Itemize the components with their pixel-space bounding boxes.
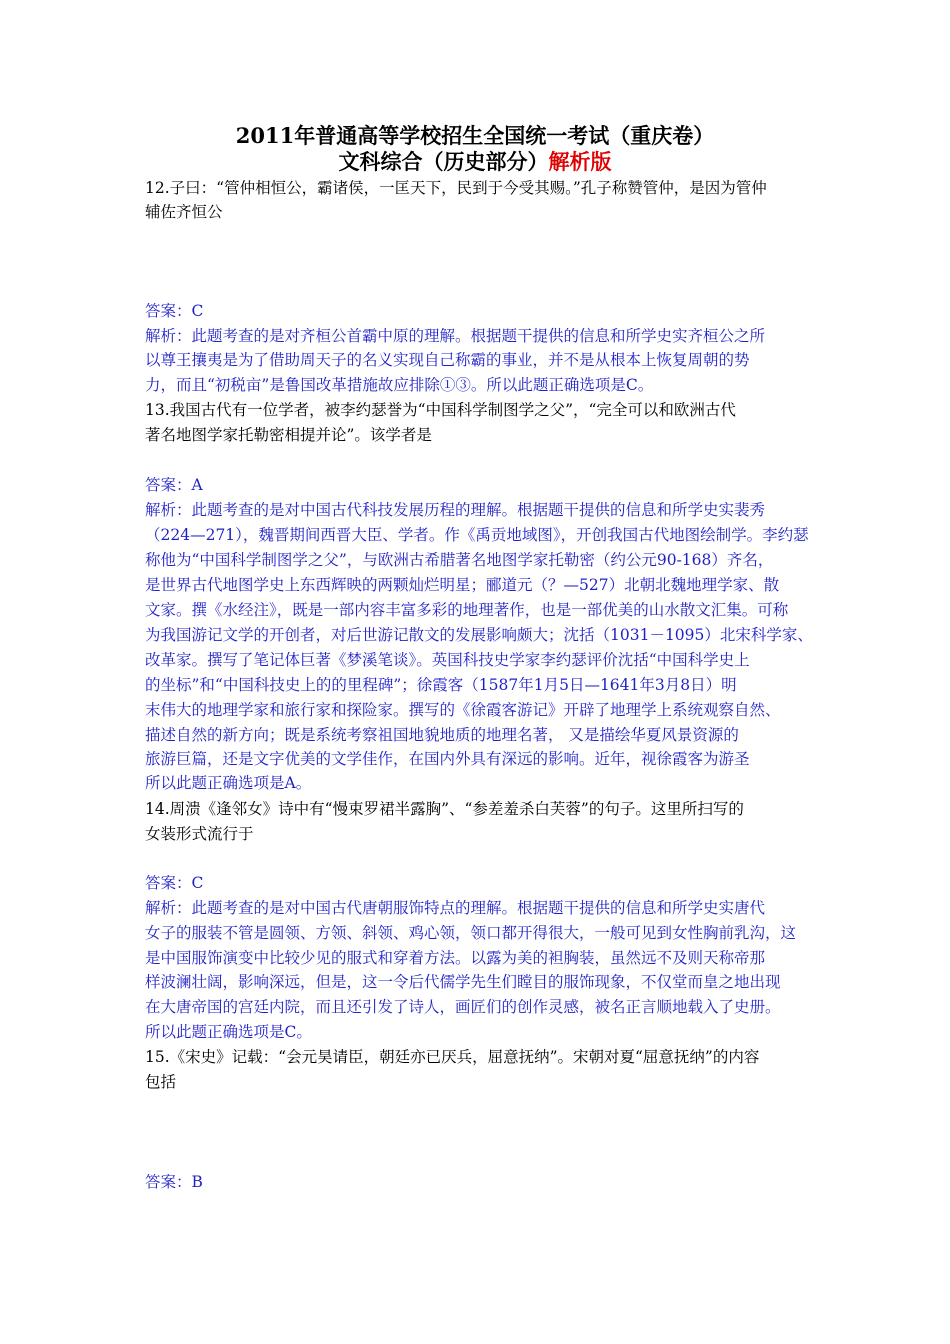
q13-analysis-line5: 文家。撰《水经注》，既是一部内容丰富多彩的地理著作，也是一部优美的山水散文汇集。可称: [145, 601, 789, 619]
q12-stem-line2: 辅佐齐恒公: [145, 203, 223, 221]
document-title-line2: [0, 149, 950, 175]
q13-analysis-line10: 描述自然的新方向；既是系统考察祖国地貌地质的地理名著， 又是描绘华夏风景资源的: [145, 726, 739, 744]
q13-analysis-line9: 末伟大的地理学家和旅行家和探险家。撰写的《徐霞客游记》开辟了地理学上系统观察自然、: [145, 701, 781, 719]
q13-analysis-line1: 解析：此题考查的是对中国古代科技发展历程的理解。根据题干提供的信息和所学史实裴秀: [145, 501, 766, 519]
q13-stem-line2: 著名地图学家托勒密相提并论”。该学者是: [145, 426, 432, 444]
q14-analysis-line2: 女子的服装不管是圆领、方领、斜领、鸡心领，领口都开得很大，一般可见到女性胸前乳沟，这: [145, 924, 797, 942]
q15-answer: 答案：B: [145, 1173, 203, 1191]
q13-analysis-line2: （224—271），魏晋期间西晋大臣、学者。作《禹贡地域图》，开创我国古代地图绘制学。李约瑟: [145, 526, 809, 544]
q13-stem-line1: 13.我国古代有一位学者，被李约瑟誉为“中国科学制图学之父”，“完全可以和欧洲古代: [145, 401, 736, 419]
q12-answer: 答案：C: [145, 302, 204, 320]
q13-analysis-line12: 所以此题正确选项是A。: [145, 774, 312, 792]
q13-answer: 答案：A: [145, 476, 203, 494]
q14-analysis-line6: 所以此题正确选项是C。: [145, 1023, 312, 1041]
q13-analysis-line3: 称他为“中国科学制图学之父”，与欧洲古希腊著名地图学家托勒密（约公元90-168）齐名，: [145, 551, 774, 569]
q14-stem-line2: 女装形式流行于: [145, 825, 254, 843]
q14-stem-line1: 14.周溃《逢邻女》诗中有“慢束罗裙半露胸”、“参差羞杀白芙蓉”的句子。这里所扫写的: [145, 800, 744, 818]
q13-analysis-line6: 为我国游记文学的开创者，对后世游记散文的发展影响颇大；沈括（1031－1095）北宋科学家、: [145, 626, 813, 644]
q12-stem-line1: 12.子曰：“管仲相恒公，霸诸侯，一匡天下，民到于今受其赐。”孔子称赞管仲，是因为管仲: [145, 179, 767, 197]
title-main: 文科综合（历史部分）: [338, 149, 549, 174]
q12-analysis-line3: 力，而且“初税亩”是鲁国改革措施故应排除①③。所以此题正确选项是C。: [145, 376, 654, 394]
q13-analysis-line7: 改革家。撰写了笔记体巨著《梦溪笔谈》。英国科技史学家李约瑟评价沈括“中国科学史上: [145, 651, 750, 669]
q14-analysis-line4: 样波澜壮阔，影响深远，但是，这一令后代儒学先生们瞠目的服饰现象，不仅堂而皇之地出现: [145, 973, 781, 991]
q13-analysis-line4: 是世界古代地图学史上东西辉映的两颗灿烂明星；郦道元（？—527）北朝北魏地理学家、散: [145, 576, 780, 594]
q15-stem-line1: 15.《宋史》记载：“会元昊请臣，朝廷亦已厌兵，屈意抚纳”。宋朝对夏“屈意抚纳”的内容: [145, 1048, 760, 1066]
q14-analysis-line3: 是中国服饰演变中比较少见的服式和穿着方法。以露为美的袒胸装，虽然远不及则天称帝那: [145, 949, 766, 967]
q12-analysis-line1: 解析：此题考查的是对齐桓公首霸中原的理解。根据题干提供的信息和所学史实齐桓公之所: [145, 327, 766, 345]
q15-stem-line2: 包括: [145, 1073, 177, 1091]
q14-analysis-line1: 解析：此题考查的是对中国古代唐朝服饰特点的理解。根据题干提供的信息和所学史实唐代: [145, 899, 766, 917]
q12-analysis-line2: 以尊王攘夷是为了借助周天子的名义实现自己称霸的事业，并不是从根本上恢复周朝的势: [145, 351, 750, 369]
q13-analysis-line8: 的坐标”和“中国科技史上的的里程碑”；徐霞客（1587年1月5日—1641年3月8日）明: [145, 676, 737, 694]
title-red-label: 解析版: [548, 149, 612, 174]
q14-answer: 答案：C: [145, 874, 204, 892]
q14-analysis-line5: 在大唐帝国的宫廷内院，而且还引发了诗人，画匠们的创作灵感，被名正言顺地载入了史册。: [145, 998, 781, 1016]
q13-analysis-line11: 旅游巨篇，还是文字优美的文学佳作，在国内外具有深远的影响。近年，视徐霞客为游圣: [145, 750, 750, 768]
document-title-line1: 2011年普通高等学校招生全国统一考试（重庆卷）: [235, 123, 715, 148]
